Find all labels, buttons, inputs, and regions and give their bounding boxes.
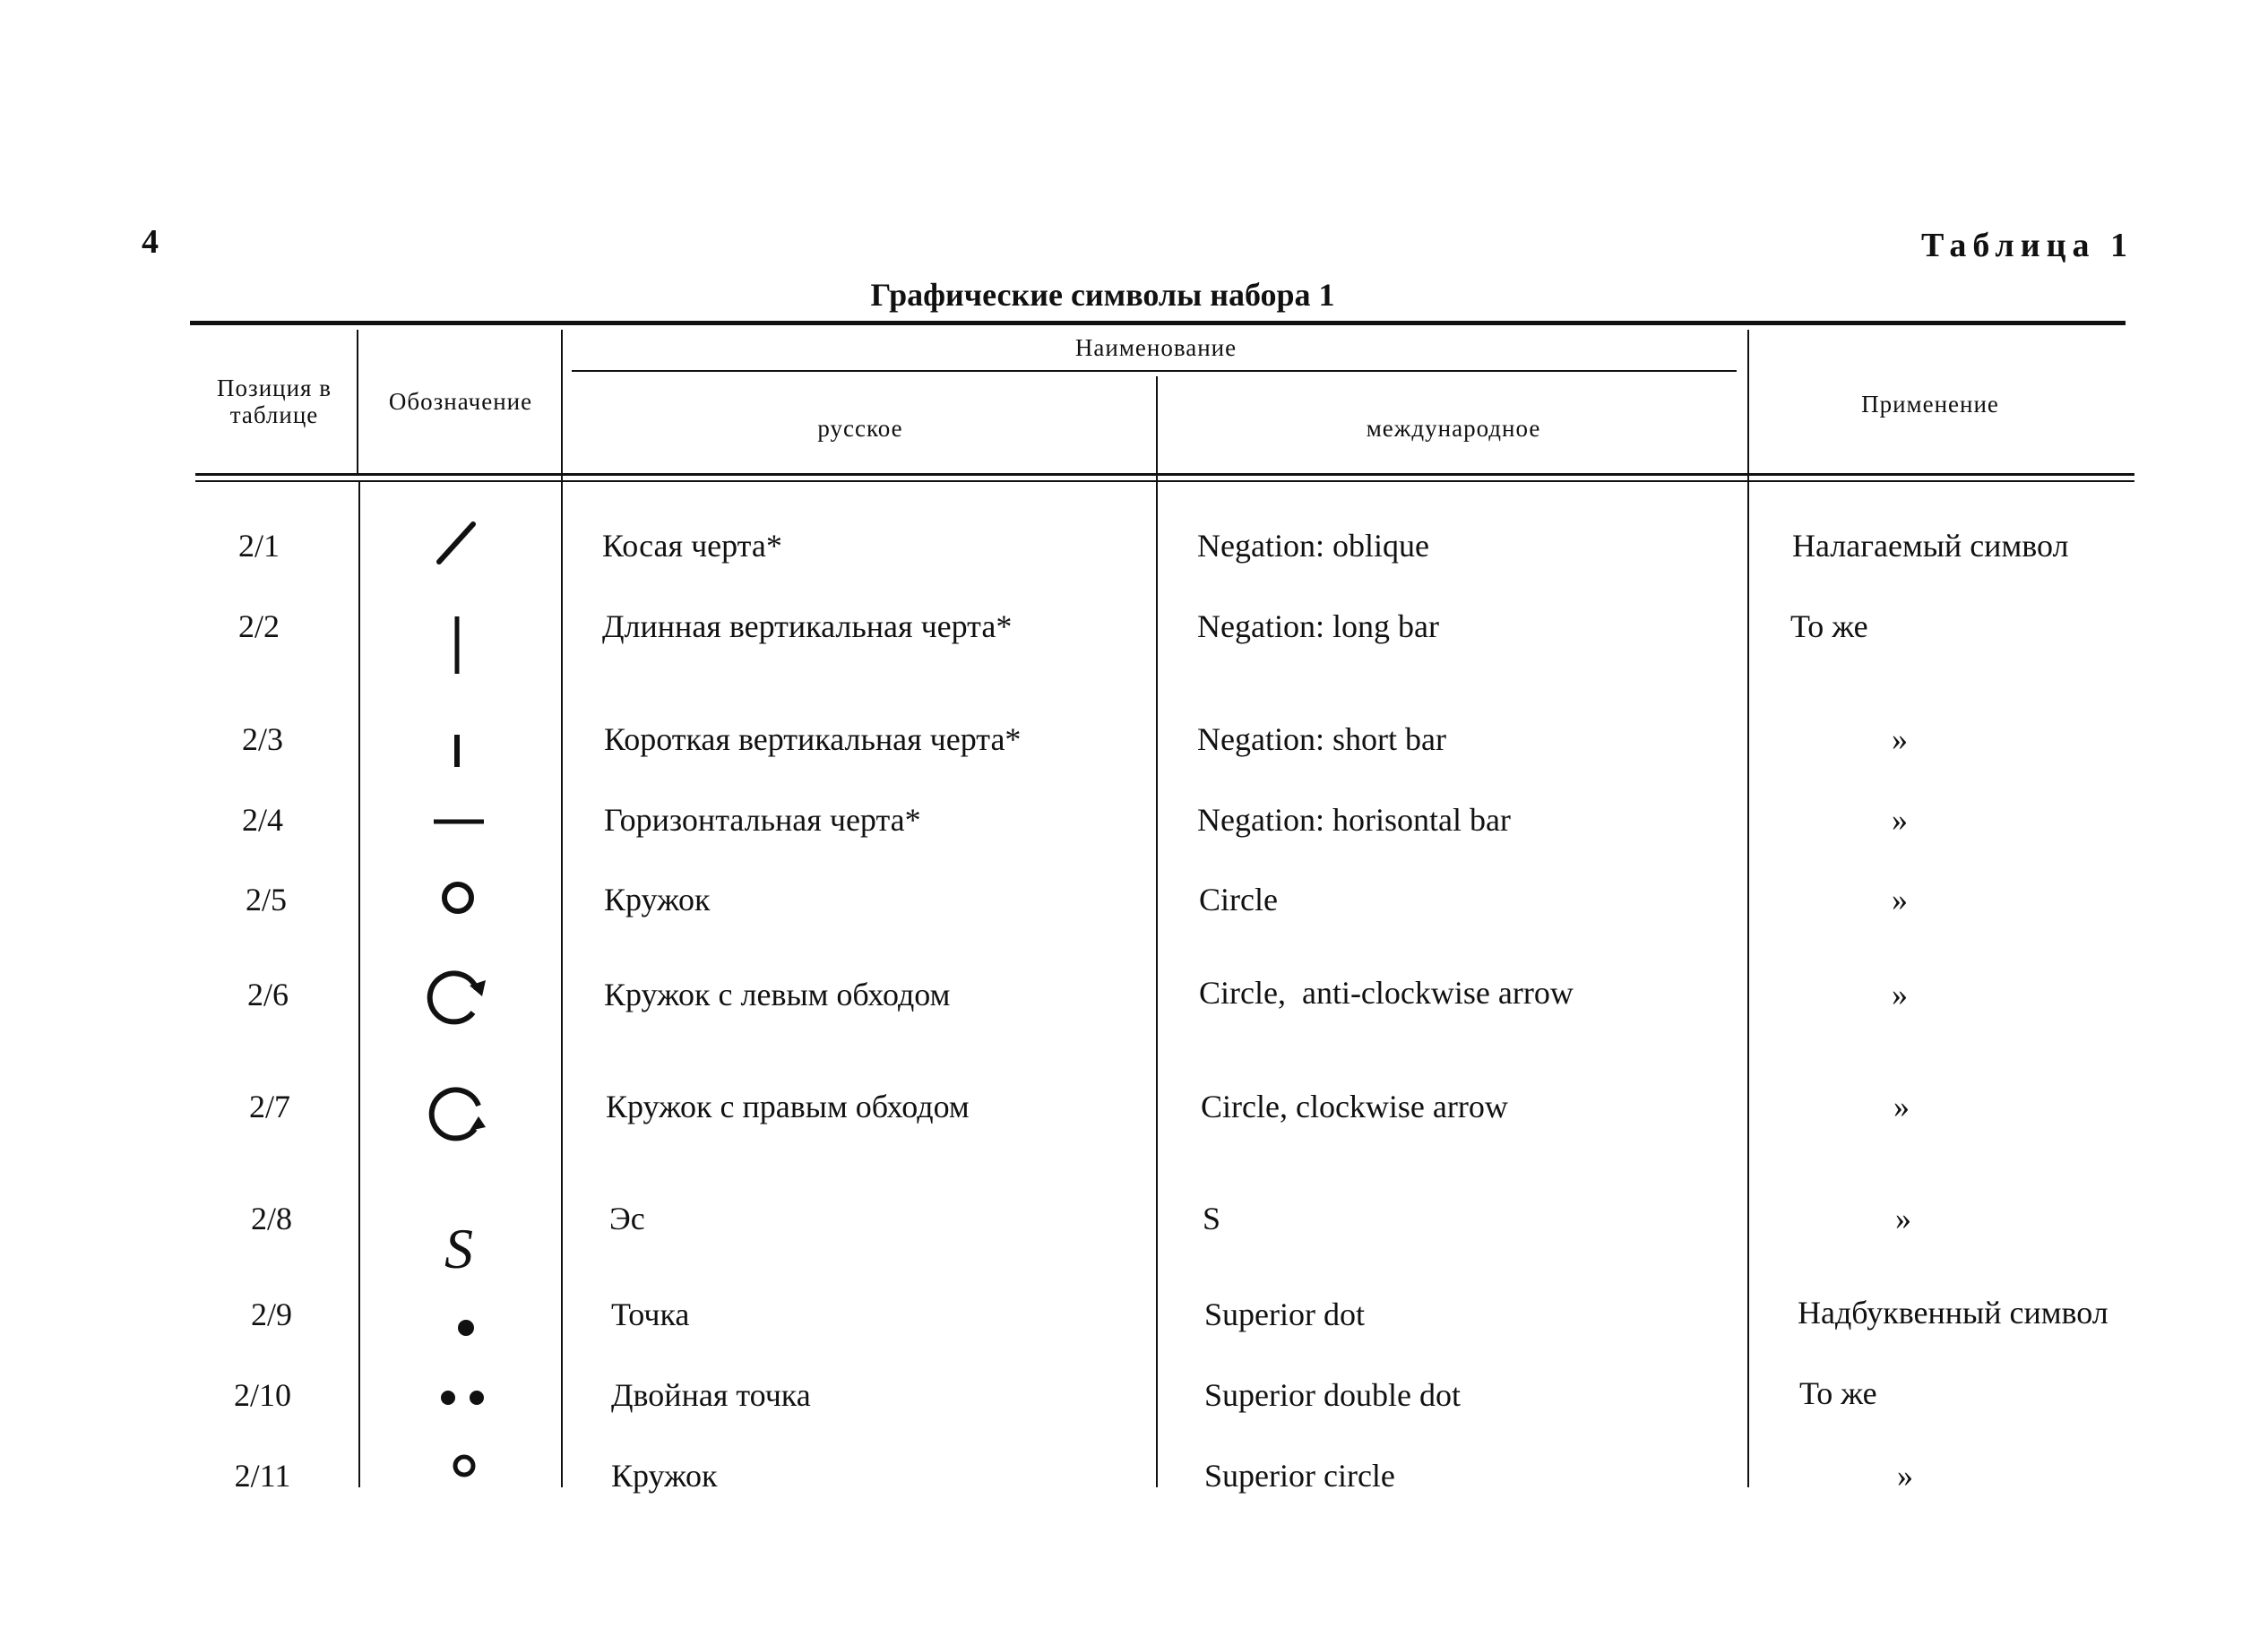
row-position: 2/9	[250, 1296, 292, 1332]
svg-text:S: S	[444, 1217, 473, 1280]
row-international: Negation: short bar	[1197, 721, 1446, 757]
row-usage: »	[1892, 882, 1908, 917]
row-russian: Точка	[611, 1296, 690, 1332]
superior-double-dot-icon	[418, 1362, 507, 1434]
row-usage: »	[1897, 1458, 1913, 1494]
row-usage: То же	[1790, 608, 1868, 644]
row-position: 2/10	[233, 1377, 291, 1413]
row-position: 2/6	[246, 977, 289, 1012]
row-usage: »	[1892, 721, 1908, 757]
row-international: Negation: oblique	[1197, 528, 1429, 564]
col-rule-3	[1156, 376, 1158, 1487]
header-name: Наименование	[1074, 334, 1237, 361]
row-russian: Двойная точка	[611, 1377, 811, 1413]
horizontal-bar-icon	[412, 784, 502, 856]
row-russian: Длинная вертикальная черта*	[602, 608, 1013, 644]
row-position: 2/11	[234, 1458, 291, 1494]
table-label: Таблица 1	[1920, 227, 2134, 264]
row-international: S	[1203, 1201, 1221, 1236]
col-rule-2	[561, 330, 563, 1487]
row-russian: Кружок с левым обходом	[604, 977, 951, 1012]
row-position: 2/2	[237, 608, 280, 644]
row-usage: Налагаемый символ	[1792, 528, 2069, 564]
row-international: Superior dot	[1204, 1296, 1365, 1332]
header-international: международное	[1366, 415, 1541, 442]
superior-dot-icon	[419, 1290, 509, 1362]
row-russian: Горизонтальная черта*	[604, 802, 921, 838]
header-russian: русское	[817, 415, 903, 442]
header-bottom-rule-2	[195, 480, 2134, 482]
row-usage: »	[1892, 977, 1908, 1012]
row-usage: Надбуквенный символ	[1798, 1295, 2108, 1331]
page-number: 4	[142, 223, 159, 261]
row-russian: Кружок	[604, 882, 711, 917]
row-international: Circle, anti-clockwise arrow	[1199, 975, 1574, 1011]
circle-anticlockwise-arrow-icon	[418, 959, 507, 1039]
header-bottom-rule-1	[195, 473, 2134, 476]
row-international: Superior double dot	[1204, 1377, 1461, 1413]
col-rule-4	[1747, 330, 1749, 1487]
col-rule-1	[358, 482, 360, 1487]
long-vertical-bar-icon	[412, 609, 502, 681]
row-position: 2/5	[245, 882, 287, 917]
row-international: Superior circle	[1204, 1458, 1395, 1494]
short-vertical-bar-icon	[412, 717, 502, 788]
row-russian: Кружок с правым обходом	[606, 1089, 970, 1124]
row-position: 2/8	[250, 1201, 292, 1236]
row-usage: »	[1892, 802, 1908, 838]
superior-circle-icon	[418, 1434, 507, 1505]
row-russian: Эс	[609, 1201, 645, 1236]
row-international: Circle, clockwise arrow	[1201, 1089, 1508, 1124]
row-position: 2/3	[241, 721, 283, 757]
row-russian: Косая черта*	[602, 528, 782, 564]
circle-icon	[414, 862, 504, 934]
row-usage: То же	[1799, 1375, 1877, 1411]
row-international: Circle	[1199, 882, 1278, 917]
row-position: 2/1	[237, 528, 280, 564]
name-header-rule	[572, 370, 1737, 372]
header-usage: Применение	[1861, 391, 1999, 418]
row-position: 2/4	[241, 802, 283, 838]
row-international: Negation: long bar	[1197, 608, 1439, 644]
oblique-slash-icon	[412, 506, 502, 578]
row-russian: Кружок	[611, 1458, 718, 1494]
row-usage: »	[1895, 1201, 1911, 1236]
header-position: Позиция в таблице	[217, 375, 332, 428]
row-position: 2/7	[248, 1089, 290, 1124]
header-symbol: Обозначение	[388, 388, 533, 415]
row-international: Negation: horisontal bar	[1197, 802, 1511, 838]
letter-s-icon	[414, 1205, 504, 1286]
col-rule-1-header	[357, 330, 358, 473]
table-top-rule	[190, 321, 2126, 325]
row-russian: Короткая вертикальная черта*	[604, 721, 1022, 757]
row-usage: »	[1893, 1089, 1910, 1124]
circle-clockwise-arrow-icon	[419, 1072, 509, 1152]
table-title: Графические символы набора 1	[870, 277, 1335, 313]
